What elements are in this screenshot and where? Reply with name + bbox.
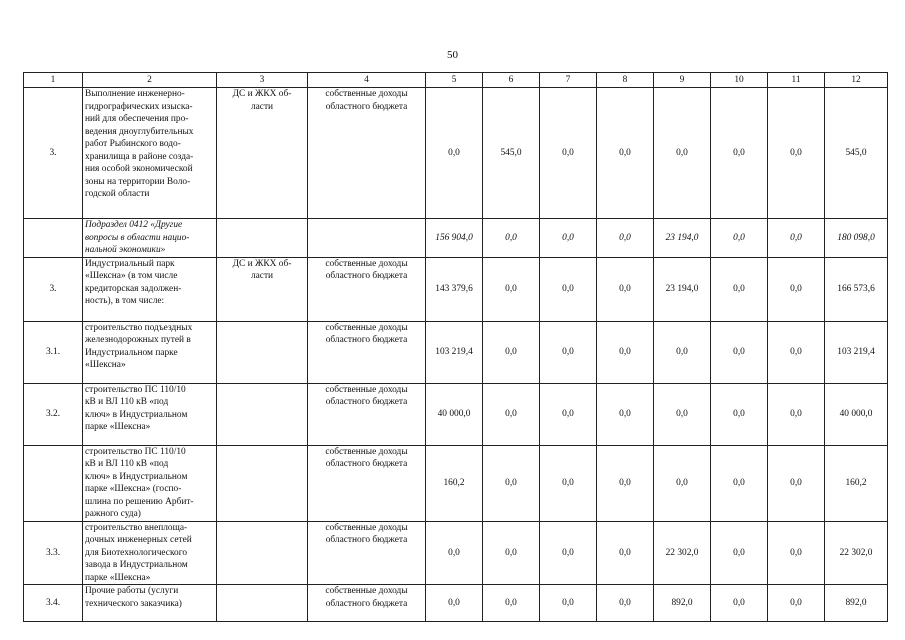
amount-cell: 0,0	[426, 585, 483, 622]
amount-cell: 0,0	[597, 521, 654, 585]
executor-cell	[217, 219, 308, 258]
table-body	[24, 73, 888, 622]
amount-cell: 0,0	[540, 585, 597, 622]
amount-cell: 0,0	[768, 321, 825, 383]
column-header: 9	[654, 73, 711, 88]
amount-cell: 0,0	[597, 445, 654, 521]
amount-cell: 180 098,0	[825, 219, 888, 258]
column-header: 4	[308, 73, 426, 88]
amount-cell: 0,0	[483, 383, 540, 445]
amount-cell: 0,0	[426, 521, 483, 585]
column-header: 5	[426, 73, 483, 88]
amount-cell: 0,0	[597, 219, 654, 258]
amount-cell: 0,0	[768, 88, 825, 219]
column-header: 11	[768, 73, 825, 88]
amount-cell: 0,0	[768, 445, 825, 521]
row-number-cell: 3.2.	[24, 383, 83, 445]
funding-source-cell: собственные доходы областного бюджета	[308, 521, 426, 585]
row-number-cell: 3.	[24, 88, 83, 219]
funding-source-cell: собственные доходы областного бюджета	[308, 445, 426, 521]
item-name-cell: строительство ПС 110/10 кВ и ВЛ 110 кВ «под ключ» в Индустриальном парке «Шексна»	[83, 383, 217, 445]
row-number-cell	[24, 219, 83, 258]
amount-cell: 103 219,4	[426, 321, 483, 383]
amount-cell: 0,0	[711, 321, 768, 383]
page-number: 50	[447, 49, 458, 61]
funding-source-cell	[308, 219, 426, 258]
amount-cell: 0,0	[540, 257, 597, 321]
header-row	[24, 73, 888, 88]
amount-cell: 0,0	[711, 383, 768, 445]
executor-cell	[217, 585, 308, 622]
amount-cell: 0,0	[540, 88, 597, 219]
amount-cell: 0,0	[597, 257, 654, 321]
amount-cell: 0,0	[768, 383, 825, 445]
executor-cell	[217, 445, 308, 521]
amount-cell: 22 302,0	[825, 521, 888, 585]
item-name-cell: строительство подъездных железнодорожных путей в Индустриальном парке «Шексна»	[83, 321, 217, 383]
amount-cell: 0,0	[483, 521, 540, 585]
amount-cell: 0,0	[597, 383, 654, 445]
amount-cell: 0,0	[654, 88, 711, 219]
amount-cell: 0,0	[711, 445, 768, 521]
amount-cell: 0,0	[483, 321, 540, 383]
row-number-cell: 3.4.	[24, 585, 83, 622]
amount-cell: 103 219,4	[825, 321, 888, 383]
column-header: 2	[83, 73, 217, 88]
item-name-cell: Выполнение инженерно- гидрографических изыска- ний для обеспечения про- ведения дноуглубительных работ Рыбинского водо- хранилища в районе созда- ния особой экономической зоны на территории Воло- годской области	[83, 88, 217, 219]
amount-cell: 0,0	[654, 321, 711, 383]
funding-source-cell: собственные доходы областного бюджета	[308, 321, 426, 383]
amount-cell: 0,0	[768, 257, 825, 321]
executor-cell: ДС и ЖКХ об- ласти	[217, 88, 308, 219]
table-row	[24, 88, 888, 219]
amount-cell: 0,0	[483, 585, 540, 622]
column-header: 12	[825, 73, 888, 88]
amount-cell: 160,2	[825, 445, 888, 521]
row-number-cell	[24, 445, 83, 521]
amount-cell: 0,0	[711, 219, 768, 258]
item-name-cell: строительство внеплоща- дочных инженерных сетей для Биотехнологического завода в Индустриальном парке «Шексна»	[83, 521, 217, 585]
amount-cell: 545,0	[483, 88, 540, 219]
item-name-cell: Индустриальный парк «Шексна» (в том числе кредиторская задолжен- ность), в том числе:	[83, 257, 217, 321]
row-number-cell: 3.	[24, 257, 83, 321]
amount-cell: 0,0	[711, 585, 768, 622]
amount-cell: 0,0	[711, 88, 768, 219]
column-header: 3	[217, 73, 308, 88]
amount-cell: 0,0	[597, 585, 654, 622]
executor-cell	[217, 383, 308, 445]
table-row	[24, 585, 888, 622]
amount-cell: 23 194,0	[654, 257, 711, 321]
table-row	[24, 257, 888, 321]
amount-cell: 40 000,0	[825, 383, 888, 445]
amount-cell: 545,0	[825, 88, 888, 219]
amount-cell: 23 194,0	[654, 219, 711, 258]
amount-cell: 892,0	[825, 585, 888, 622]
table-row	[24, 321, 888, 383]
amount-cell: 0,0	[768, 585, 825, 622]
amount-cell: 0,0	[711, 257, 768, 321]
amount-cell: 892,0	[654, 585, 711, 622]
executor-cell	[217, 321, 308, 383]
amount-cell: 156 904,0	[426, 219, 483, 258]
column-header: 8	[597, 73, 654, 88]
table-row	[24, 219, 888, 258]
amount-cell: 0,0	[540, 521, 597, 585]
item-name-cell: Прочие работы (услуги технического заказчика)	[83, 585, 217, 622]
table-row	[24, 383, 888, 445]
amount-cell: 0,0	[654, 445, 711, 521]
funding-source-cell: собственные доходы областного бюджета	[308, 257, 426, 321]
funding-source-cell: собственные доходы областного бюджета	[308, 585, 426, 622]
amount-cell: 0,0	[711, 521, 768, 585]
funding-source-cell: собственные доходы областного бюджета	[308, 383, 426, 445]
amount-cell: 166 573,6	[825, 257, 888, 321]
amount-cell: 160,2	[426, 445, 483, 521]
amount-cell: 0,0	[540, 219, 597, 258]
column-header: 7	[540, 73, 597, 88]
table-row	[24, 445, 888, 521]
amount-cell: 0,0	[483, 257, 540, 321]
amount-cell: 0,0	[483, 219, 540, 258]
row-number-cell: 3.3.	[24, 521, 83, 585]
amount-cell: 0,0	[597, 88, 654, 219]
executor-cell: ДС и ЖКХ об- ласти	[217, 257, 308, 321]
amount-cell: 143 379,6	[426, 257, 483, 321]
amount-cell: 0,0	[654, 383, 711, 445]
column-header: 6	[483, 73, 540, 88]
amount-cell: 0,0	[768, 219, 825, 258]
funding-source-cell: собственные доходы областного бюджета	[308, 88, 426, 219]
amount-cell: 0,0	[483, 445, 540, 521]
item-name-cell: Подраздел 0412 «Другие вопросы в области нацио- нальной экономики»	[83, 219, 217, 258]
row-number-cell: 3.1.	[24, 321, 83, 383]
amount-cell: 0,0	[597, 321, 654, 383]
amount-cell: 0,0	[540, 383, 597, 445]
item-name-cell: строительство ПС 110/10 кВ и ВЛ 110 кВ «под ключ» в Индустриальном парке «Шексна» (госпо- шлина по решению Арбит- ражного суда)	[83, 445, 217, 521]
table-row	[24, 521, 888, 585]
amount-cell: 0,0	[768, 521, 825, 585]
amount-cell: 0,0	[426, 88, 483, 219]
amount-cell: 0,0	[540, 445, 597, 521]
budget-table	[23, 72, 888, 622]
amount-cell: 22 302,0	[654, 521, 711, 585]
column-header: 10	[711, 73, 768, 88]
amount-cell: 0,0	[540, 321, 597, 383]
amount-cell: 40 000,0	[426, 383, 483, 445]
executor-cell	[217, 521, 308, 585]
column-header: 1	[24, 73, 83, 88]
